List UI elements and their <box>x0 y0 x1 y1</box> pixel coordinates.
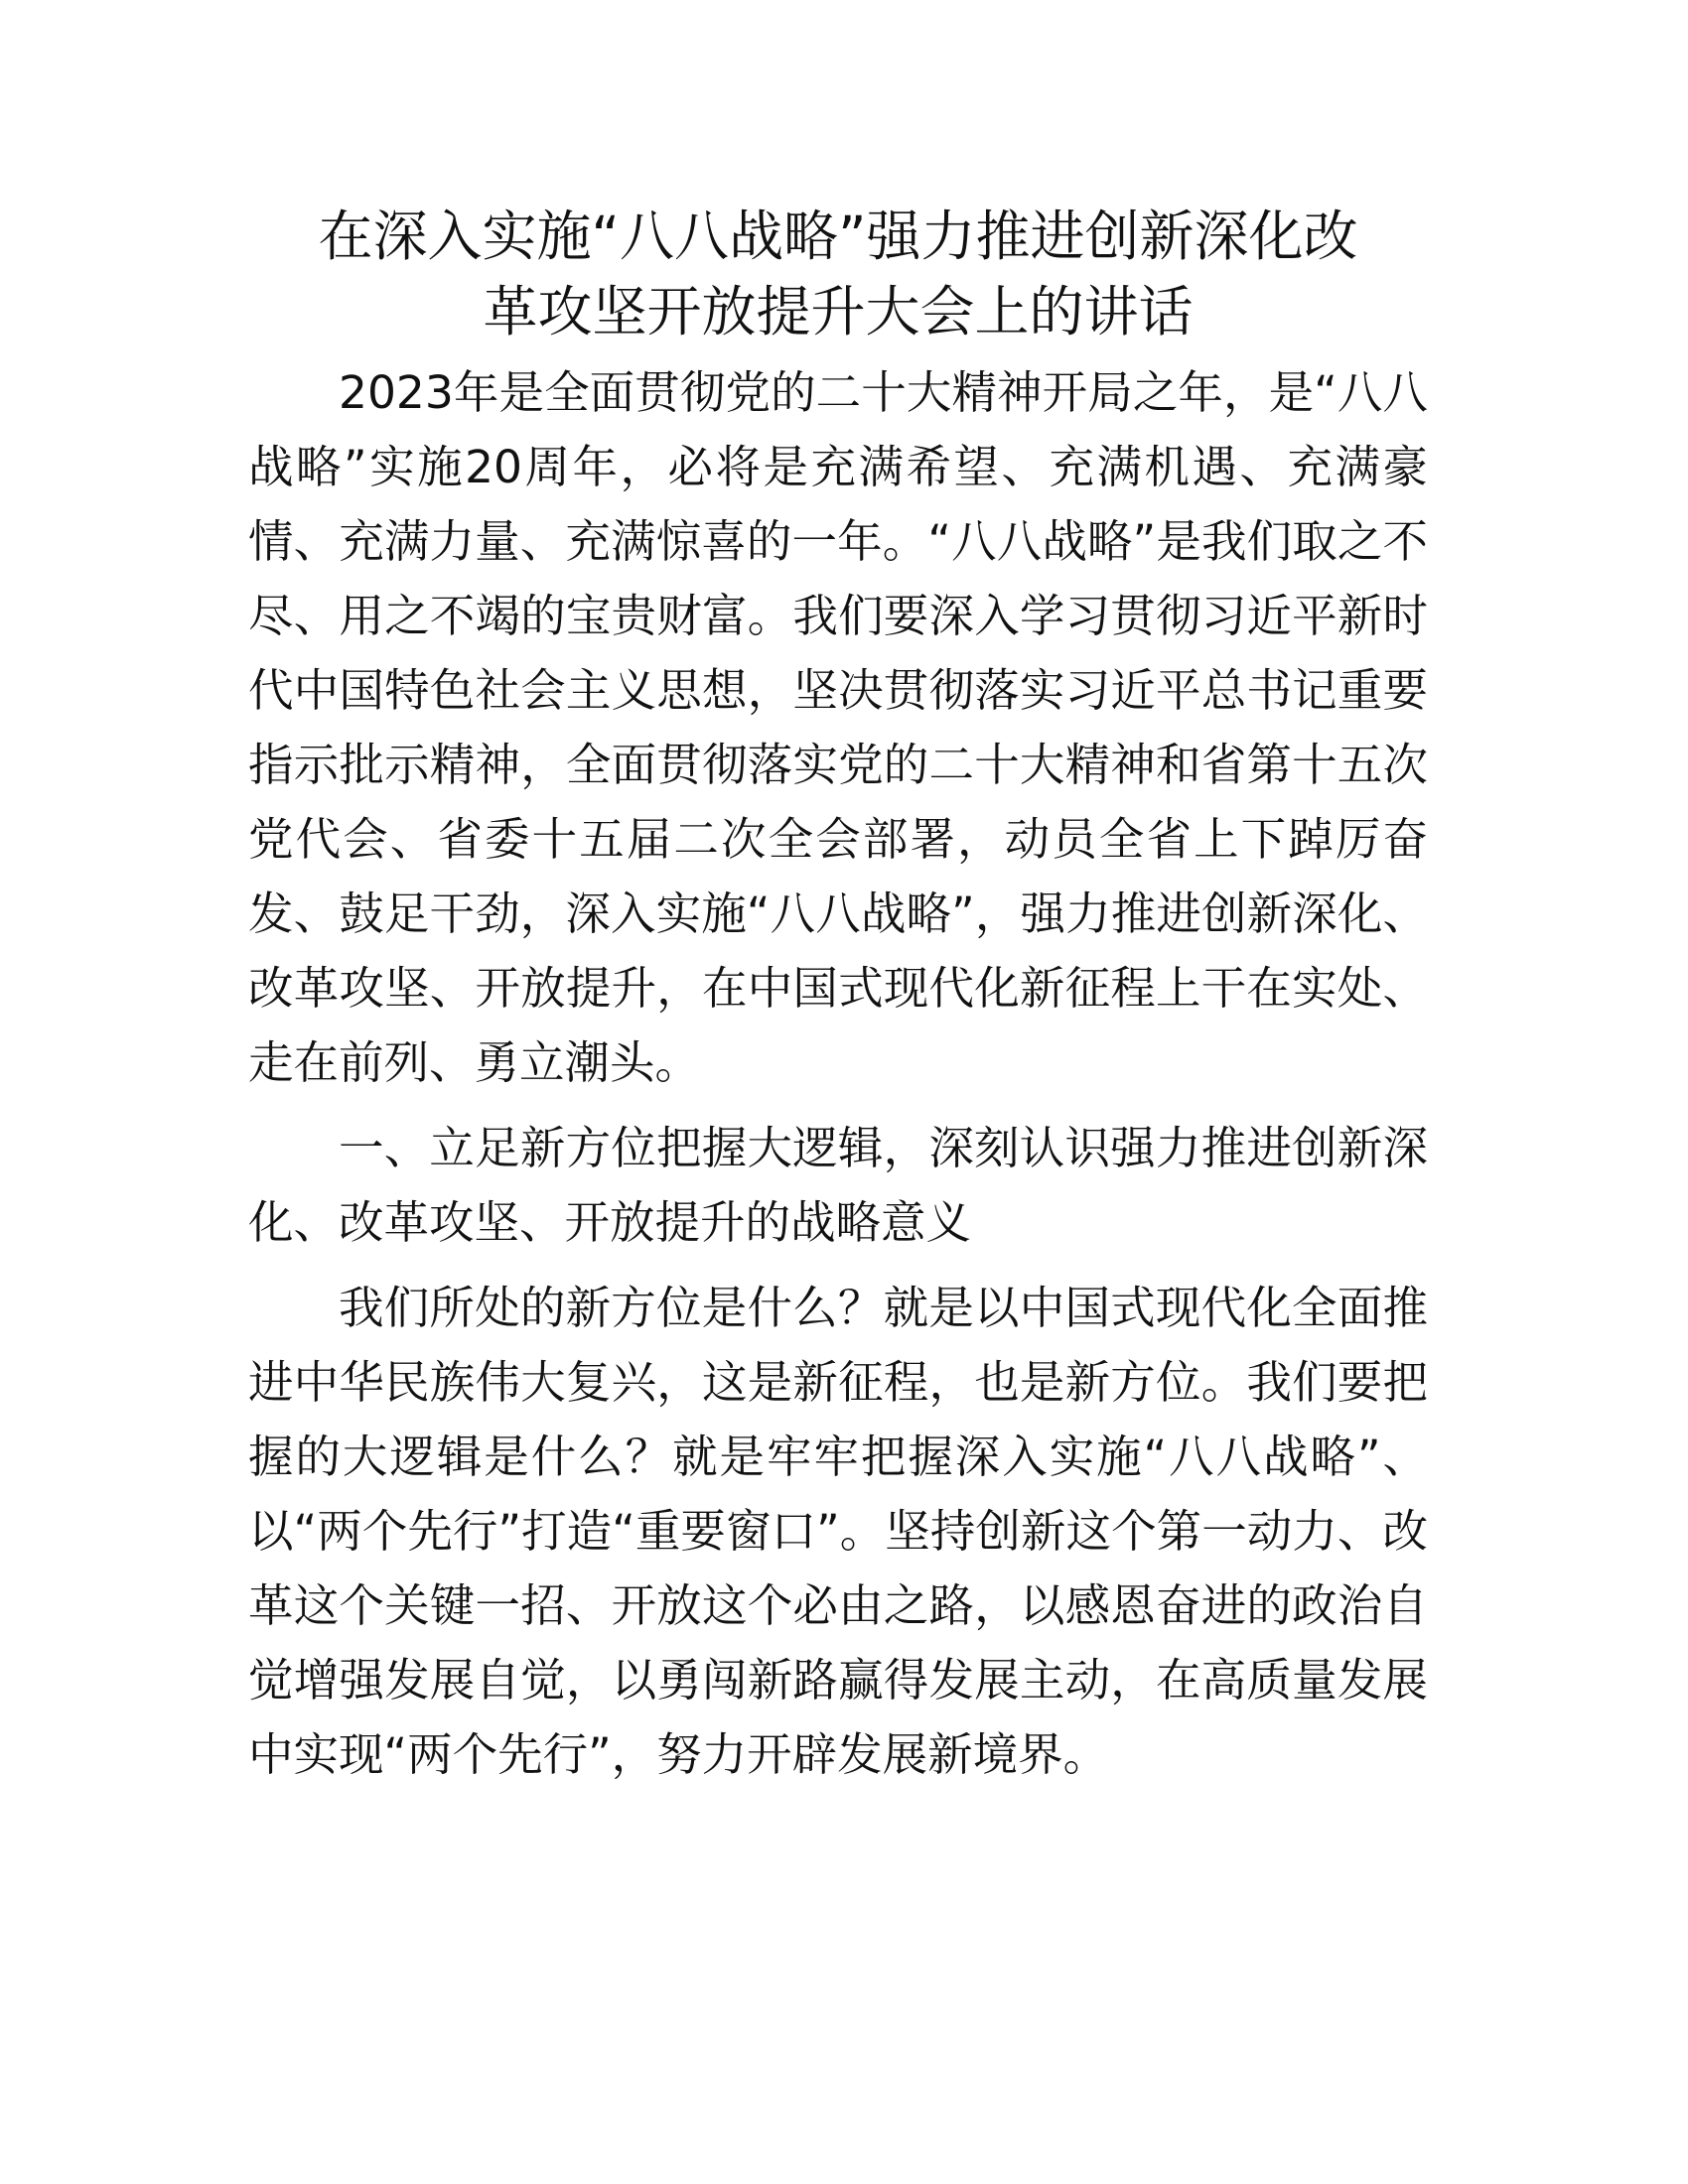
intro-paragraph: 2023年是全面贯彻党的二十大精神开局之年，是“八八战略”实施20周年，必将是充满希望、充满机遇、充满豪情、充满力量、充满惊喜的一年。“八八战略”是我们取之不尽、用之不竭的宝贵财富。我们要深入学习贯彻习近平新时代中国特色社会主义思想，坚决贯彻落实习近平总书记重要指示批示精神，全面贯彻落实党的二十大精神和省第十五次党代会、省委十五届二次全会部署，动员全省上下踔厉奋发、鼓足干劲，深入实施“八八战略”，强力推进创新深化、改革攻坚、开放提升，在中国式现代化新征程上干在实处、走在前列、勇立潮头。 <box>248 366 1428 1089</box>
title-line-1: 在深入实施“八八战略”强力推进创新深化改 <box>318 205 1358 268</box>
document-page <box>248 199 1428 1803</box>
section-heading-1: 一、立足新方位把握大逻辑，深刻认识强力推进创新深化、改革攻坚、开放提升的战略意义 <box>248 1122 1428 1249</box>
title-line-2: 革攻坚开放提升大会上的讲话 <box>483 280 1194 343</box>
document-title <box>248 199 1428 349</box>
body-paragraph: 我们所处的新方位是什么？就是以中国式现代化全面推进中华民族伟大复兴，这是新征程，也是新方位。我们要把握的大逻辑是什么？就是牢牢把握深入实施“八八战略”、以“两个先行”打造“重要窗口”。坚持创新这个第一动力、改革这个关键一招、开放这个必由之路，以感恩奋进的政治自觉增强发展自觉，以勇闯新路赢得发展主动，在高质量发展中实现“两个先行”，努力开辟发展新境界。 <box>248 1282 1428 1781</box>
